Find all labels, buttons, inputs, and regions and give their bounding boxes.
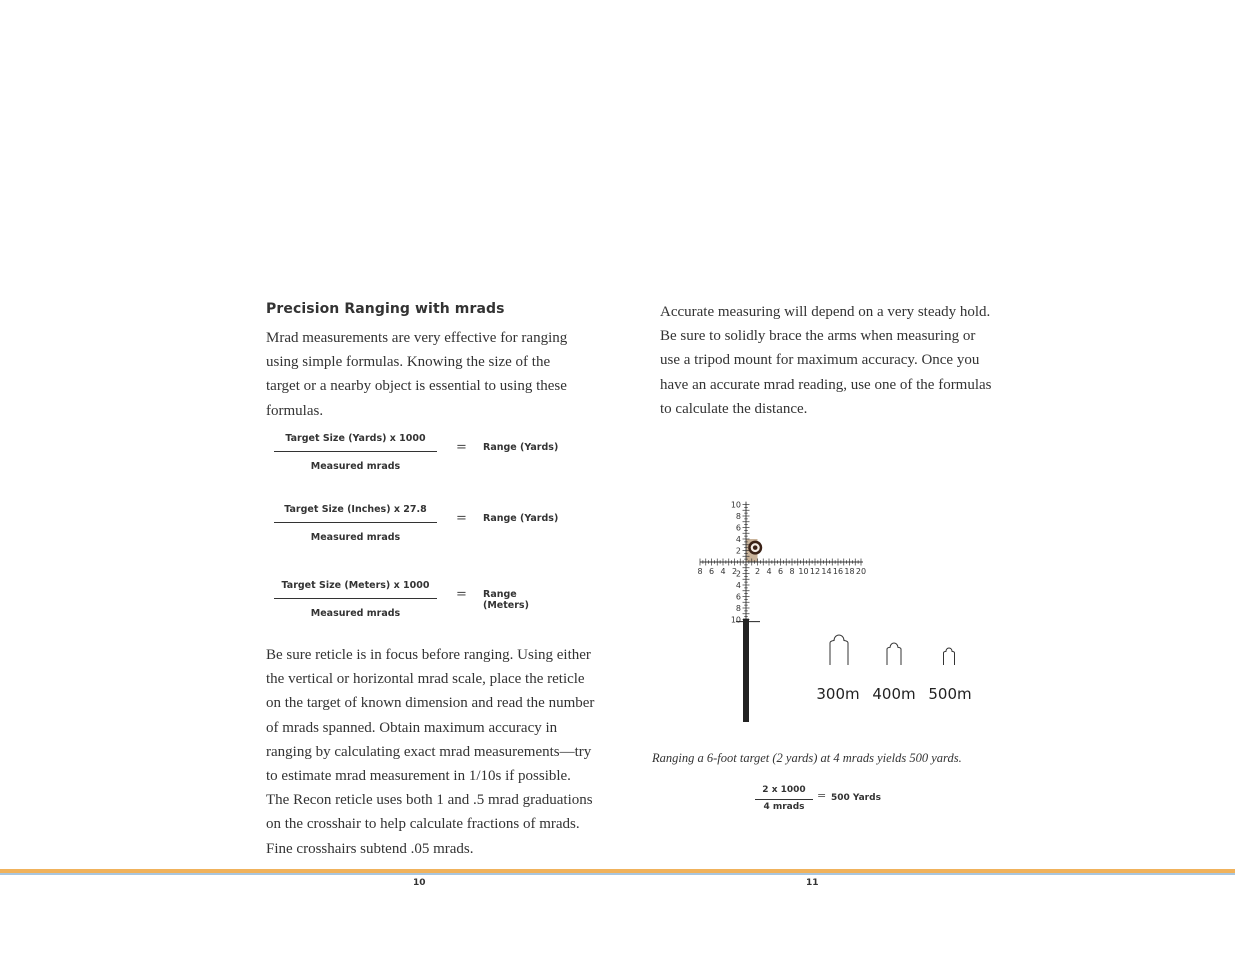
vertical-tick-label: 8 [735, 604, 741, 613]
formula-numerator: Target Size (Meters) x 1000 [281, 580, 430, 591]
steady-line: Accurate measuring will depend on a very steady hold. [660, 304, 991, 320]
steady-line: Be sure to solidly brace the arms when measuring or [660, 328, 976, 345]
equals-sign: = [817, 789, 827, 802]
equals-sign: = [456, 587, 467, 602]
target-silhouette-icon [887, 643, 901, 665]
horizontal-tick-label: 12 [809, 567, 821, 576]
vertical-tick-label: 4 [735, 581, 741, 590]
example-result: 500 Yards [831, 793, 881, 803]
horizontal-tick-label: 8 [789, 567, 795, 576]
formula-denominator: Measured mrads [310, 461, 401, 472]
focus-paragraph [266, 643, 606, 861]
focus-line: on the target of known dimension and read the number [266, 695, 595, 712]
horizontal-tick-label: 2 [731, 567, 738, 576]
horizontal-tick-label: 8 [697, 567, 703, 576]
formula-result: Range (Yards) [483, 513, 559, 524]
intro-line: formulas. [266, 402, 324, 419]
focus-line: Be sure reticle is in focus before ranging. Using either [266, 647, 591, 663]
target-silhouette-icon [830, 635, 848, 665]
heavy-post [743, 619, 749, 722]
intro-line: using simple formulas. Knowing the size of the [266, 354, 551, 371]
fraction-bar [755, 799, 813, 800]
formula-result: Range (Yards) [483, 442, 559, 453]
horizontal-tick-label: 10 [798, 567, 809, 576]
footer-rule-blue [0, 873, 1235, 875]
vertical-tick-label: 2 [735, 569, 741, 579]
focus-line: ranging by calculating exact mrad measurements—try [266, 743, 592, 760]
formula-denominator: Measured mrads [310, 532, 401, 543]
formula-inches [274, 504, 564, 554]
equals-sign: = [456, 511, 467, 526]
horizontal-tick-label: 6 [777, 567, 784, 576]
vertical-tick-label: 6 [735, 592, 741, 602]
vertical-tick-label: 10 [730, 500, 741, 510]
page-number-right: 11 [806, 878, 819, 888]
horizontal-tick-label: 16 [832, 567, 844, 576]
equals-sign: = [456, 440, 467, 455]
intro-line: target or a nearby object is essential to using these [266, 378, 567, 395]
formula-result: Range (Meters) [483, 589, 529, 611]
intro-line: Mrad measurements are very effective for ranging [266, 330, 568, 346]
vertical-tick-label: 2 [735, 546, 741, 556]
vertical-tick-label: 4 [735, 535, 741, 544]
formula-meters [274, 580, 564, 630]
intro-paragraph [266, 326, 571, 423]
bullseye-center [753, 545, 758, 550]
steady-line: to calculate the distance. [660, 400, 808, 417]
steady-hold-paragraph [660, 300, 995, 421]
vertical-tick-label: 6 [735, 523, 741, 533]
example-formula [755, 785, 895, 815]
horizontal-tick-label: 2 [754, 567, 761, 576]
page-number-left: 10 [413, 878, 426, 888]
focus-line: the vertical or horizontal mrad scale, place the reticle [266, 671, 585, 688]
fraction-bar [274, 522, 437, 523]
vertical-tick-label: 10 [730, 615, 741, 625]
horizontal-tick-label: 6 [708, 567, 715, 576]
vertical-tick-label: 8 [735, 512, 741, 521]
horizontal-tick-label: 14 [821, 567, 832, 576]
steady-line: have an accurate mrad reading, use one of the formulas [660, 376, 992, 393]
formula-denominator: Measured mrads [310, 608, 401, 619]
focus-line: to estimate mrad measurement in 1/10s if possible. [266, 768, 571, 785]
example-denominator: 4 mrads [763, 802, 805, 812]
reticle-caption: Ranging a 6-foot target (2 yards) at 4 mrads yields 500 yards. [652, 751, 962, 765]
section-heading: Precision Ranging with mrads [266, 301, 505, 317]
target-silhouette-icon [944, 648, 955, 665]
silhouette-range-label: 400m [872, 685, 916, 703]
steady-line: use a tripod mount for maximum accuracy. Once you [660, 352, 980, 369]
formula-yards [274, 433, 564, 483]
focus-line: of mrads spanned. Obtain maximum accuracy in [266, 719, 558, 736]
reticle-diagram [648, 428, 988, 728]
fraction-bar [274, 598, 437, 599]
horizontal-tick-label: 4 [720, 567, 726, 576]
silhouette-range-label: 300m [816, 685, 860, 703]
formula-numerator: Target Size (Yards) x 1000 [285, 433, 426, 444]
fraction-bar [274, 451, 437, 452]
formula-numerator: Target Size (Inches) x 27.8 [284, 504, 427, 515]
example-numerator: 2 x 1000 [762, 785, 806, 795]
focus-line: Fine crosshairs subtend .05 mrads. [266, 840, 474, 857]
horizontal-tick-label: 4 [766, 567, 772, 576]
focus-line: on the crosshair to help calculate fractions of mrads. [266, 816, 580, 833]
horizontal-tick-label: 20 [855, 567, 867, 576]
focus-line: The Recon reticle uses both 1 and .5 mrad graduations [266, 792, 593, 809]
horizontal-tick-label: 18 [844, 567, 855, 576]
silhouette-range-label: 500m [928, 685, 972, 703]
